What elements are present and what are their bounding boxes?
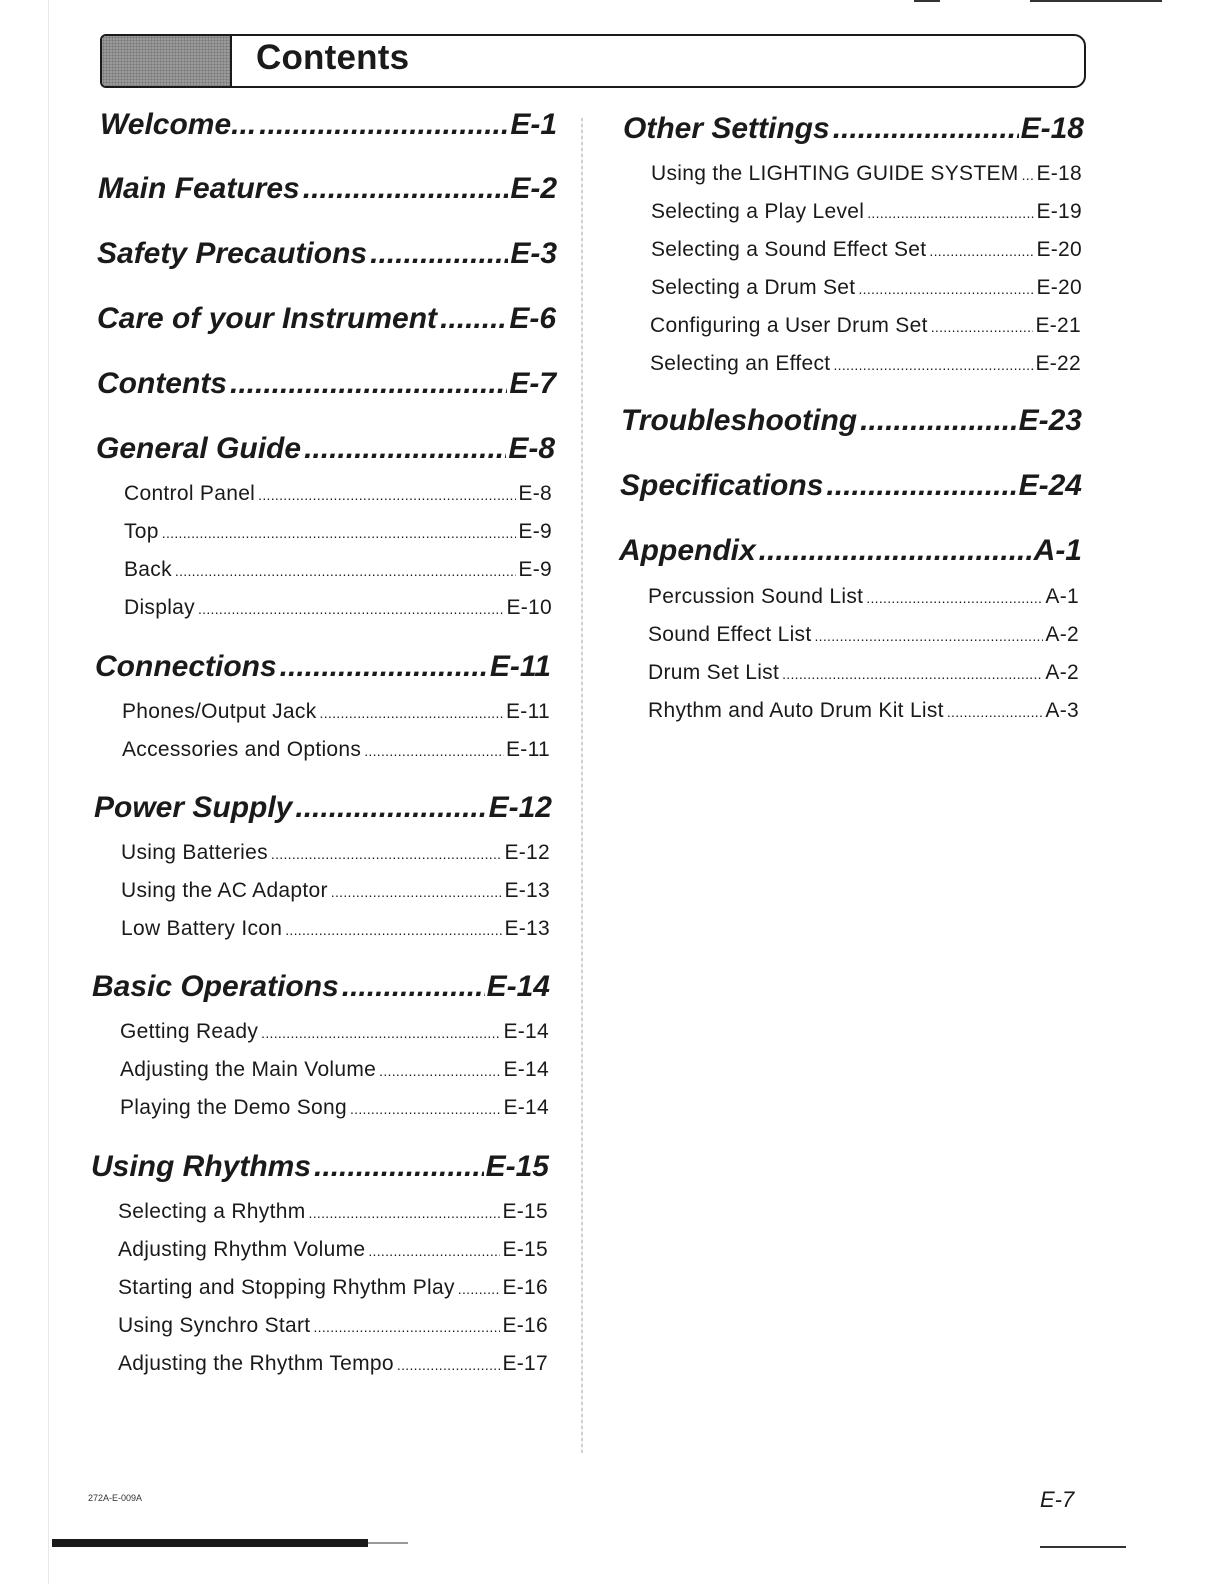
- toc-entry: [121, 841, 550, 871]
- entry-title: Phones/Output Jack: [122, 700, 317, 723]
- dot-leader: [379, 1063, 501, 1079]
- page-reference: E-15: [485, 1150, 549, 1183]
- page-reference: A-2: [1045, 623, 1079, 646]
- dot-leader: [304, 432, 506, 466]
- toc-section: [95, 650, 551, 690]
- section-title: Appendix: [619, 534, 756, 567]
- top-rule: [1030, 0, 1162, 2]
- dot-leader: [320, 705, 504, 721]
- page-reference: E-6: [509, 302, 556, 335]
- entry-title: Selecting an Effect: [650, 352, 831, 375]
- entry-title: Selecting a Sound Effect Set: [651, 238, 927, 261]
- section-title: Troubleshooting: [621, 404, 858, 437]
- page-reference: A-3: [1045, 699, 1079, 722]
- toc-section: [623, 112, 1084, 152]
- page-reference: E-14: [503, 1058, 549, 1081]
- page-reference: E-21: [1035, 314, 1081, 337]
- page-reference: E-9: [518, 558, 552, 581]
- toc-section: [619, 534, 1082, 574]
- entry-title: Getting Ready: [120, 1020, 259, 1043]
- dot-leader: [313, 1319, 500, 1335]
- page-reference: E-8: [518, 482, 552, 505]
- page-title: Contents: [256, 38, 410, 77]
- dot-leader: [860, 404, 1017, 438]
- toc-section: [94, 791, 552, 831]
- page-reference: E-20: [1036, 276, 1082, 299]
- entry-title: Adjusting Rhythm Volume: [118, 1238, 366, 1261]
- toc-entry: [648, 623, 1079, 653]
- entry-title: Rhythm and Auto Drum Kit List: [648, 699, 944, 722]
- column-divider: [581, 118, 583, 1453]
- toc-section: [97, 367, 556, 407]
- dot-leader: [368, 1243, 500, 1259]
- toc-entry: [648, 661, 1079, 691]
- dot-leader: [929, 243, 1034, 259]
- bottom-bar: [52, 1539, 368, 1547]
- section-title: Other Settings: [623, 112, 830, 145]
- toc-section: [621, 404, 1082, 444]
- page-reference: E-24: [1018, 469, 1082, 502]
- toc-entry: [651, 276, 1082, 306]
- page-reference: E-9: [518, 520, 552, 543]
- page-reference: E-15: [502, 1238, 548, 1261]
- entry-title: Low Battery Icon: [121, 917, 283, 940]
- bottom-right-rule: [1040, 1546, 1126, 1548]
- dot-leader: [342, 970, 485, 1004]
- page-reference: E-14: [486, 970, 550, 1003]
- section-title: Contents: [97, 367, 227, 400]
- page-reference: E-11: [489, 650, 551, 683]
- contents-header: [100, 34, 1086, 88]
- toc-section: [96, 432, 555, 472]
- page-reference: E-16: [502, 1314, 548, 1337]
- section-title: Using Rhythms: [91, 1150, 312, 1183]
- page-reference: E-14: [503, 1020, 549, 1043]
- toc-section: [97, 237, 557, 277]
- dot-leader: [314, 1150, 484, 1184]
- entry-title: Back: [124, 558, 172, 581]
- document-code: 272A-E-009A: [88, 1493, 143, 1503]
- toc-section: [97, 302, 556, 342]
- toc-entry: [120, 1020, 549, 1050]
- dot-leader: [331, 884, 503, 900]
- page-reference: E-1: [510, 108, 557, 141]
- entry-title: Configuring a User Drum Set: [650, 314, 928, 337]
- page-reference: E-18: [1020, 112, 1084, 145]
- dot-leader: [814, 628, 1043, 644]
- dot-leader: [350, 1101, 502, 1117]
- dot-leader: [285, 922, 502, 938]
- dot-leader: [440, 302, 507, 336]
- dot-leader: [364, 743, 504, 759]
- toc-section: [92, 970, 550, 1010]
- page-reference: E-22: [1035, 352, 1081, 375]
- dot-leader: [258, 487, 516, 503]
- page-reference: E-7: [509, 367, 556, 400]
- toc-entry: [118, 1314, 548, 1344]
- dot-leader: [1022, 167, 1035, 183]
- page-reference: E-11: [506, 700, 550, 723]
- header-tab-shading: [102, 36, 232, 86]
- section-title: Main Features: [98, 172, 300, 205]
- toc-section: [100, 108, 557, 148]
- dot-leader: [947, 704, 1044, 720]
- section-title: Connections: [95, 650, 277, 683]
- toc-entry: [648, 699, 1079, 729]
- entry-title: Using the AC Adaptor: [121, 879, 328, 902]
- dot-leader: [759, 534, 1032, 568]
- dot-leader: [826, 469, 1016, 503]
- section-title: Basic Operations: [92, 970, 339, 1003]
- page-reference: E-12: [504, 841, 550, 864]
- toc-entry: [121, 917, 550, 947]
- toc-entry: [118, 1276, 548, 1306]
- dot-leader: [782, 666, 1043, 682]
- toc-entry: [651, 162, 1082, 192]
- toc-section: [620, 469, 1082, 509]
- toc-entry: [118, 1238, 548, 1268]
- page-reference: E-8: [508, 432, 555, 465]
- entry-title: Drum Set List: [648, 661, 780, 684]
- toc-entry: [651, 238, 1082, 268]
- section-title: Care of your Instrument: [97, 302, 438, 335]
- entry-title: Percussion Sound List: [648, 585, 864, 608]
- page-reference: E-12: [488, 791, 552, 824]
- toc-section: [98, 172, 557, 212]
- toc-entry: [650, 314, 1081, 344]
- page-reference: E-11: [506, 738, 550, 761]
- page-reference: A-1: [1033, 534, 1082, 567]
- page-reference: E-18: [1036, 162, 1082, 185]
- entry-title: Accessories and Options: [122, 738, 362, 761]
- entry-title: Using Batteries: [121, 841, 268, 864]
- page-reference: E-13: [504, 917, 550, 940]
- entry-title: Top: [124, 520, 159, 543]
- dot-leader: [295, 791, 486, 825]
- page-reference: A-1: [1045, 585, 1079, 608]
- dot-leader: [397, 1357, 501, 1373]
- dot-leader: [309, 1205, 501, 1221]
- dot-leader: [259, 108, 508, 142]
- section-title: Safety Precautions: [97, 237, 368, 270]
- entry-title: Adjusting the Rhythm Tempo: [118, 1352, 394, 1375]
- page-reference: E-17: [502, 1352, 548, 1375]
- page-reference: E-15: [502, 1200, 548, 1223]
- section-title: General Guide: [96, 432, 302, 465]
- page-number: E-7: [1040, 1487, 1075, 1512]
- dot-leader: [303, 172, 509, 206]
- entry-title: Sound Effect List: [648, 623, 812, 646]
- toc-entry: [650, 352, 1081, 382]
- page-reference: E-19: [1036, 200, 1082, 223]
- toc-entry: [120, 1096, 549, 1126]
- section-title: Power Supply: [94, 791, 293, 824]
- toc-entry: [118, 1200, 548, 1230]
- dot-leader: [280, 650, 488, 684]
- toc-entry: [124, 558, 552, 588]
- entry-title: Playing the Demo Song: [120, 1096, 347, 1119]
- page-reference: E-23: [1018, 404, 1082, 437]
- dot-leader: [931, 319, 1034, 335]
- toc-entry: [648, 585, 1079, 615]
- toc-entry: [651, 200, 1082, 230]
- dot-leader: [162, 525, 517, 541]
- dot-leader: [198, 601, 504, 617]
- section-title: Welcome...: [100, 108, 257, 141]
- page-reference: A-2: [1045, 661, 1079, 684]
- toc-entry: [120, 1058, 549, 1088]
- entry-title: Control Panel: [124, 482, 256, 505]
- top-rule-short: [914, 0, 940, 2]
- dot-leader: [858, 281, 1034, 297]
- dot-leader: [261, 1025, 501, 1041]
- page-reference: E-20: [1036, 238, 1082, 261]
- entry-title: Selecting a Rhythm: [118, 1200, 306, 1223]
- dot-leader: [833, 112, 1019, 146]
- page-reference: E-13: [504, 879, 550, 902]
- toc-entry: [124, 482, 552, 512]
- toc-entry: [122, 700, 550, 730]
- toc-entry: [122, 738, 550, 768]
- dot-leader: [458, 1281, 501, 1297]
- dot-leader: [230, 367, 507, 401]
- dot-leader: [271, 846, 503, 862]
- page-reference: E-2: [510, 172, 557, 205]
- entry-title: Adjusting the Main Volume: [120, 1058, 377, 1081]
- margin-line: [48, 0, 49, 1584]
- toc-entry: [124, 520, 552, 550]
- page-reference: E-14: [503, 1096, 549, 1119]
- dot-leader: [370, 237, 508, 271]
- entry-title: Using Synchro Start: [118, 1314, 311, 1337]
- dot-leader: [867, 205, 1034, 221]
- dot-leader: [866, 590, 1043, 606]
- section-title: Specifications: [620, 469, 824, 502]
- page-reference: E-16: [502, 1276, 548, 1299]
- bottom-bar-tail: [368, 1542, 408, 1544]
- entry-title: Selecting a Play Level: [651, 200, 865, 223]
- dot-leader: [833, 357, 1033, 373]
- entry-title: Starting and Stopping Rhythm Play: [118, 1276, 455, 1299]
- toc-entry: [118, 1352, 548, 1382]
- dot-leader: [175, 563, 517, 579]
- page-reference: E-10: [506, 596, 552, 619]
- entry-title: Using the LIGHTING GUIDE SYSTEM: [651, 162, 1019, 185]
- toc-entry: [121, 879, 550, 909]
- toc-entry: [124, 596, 552, 626]
- entry-title: Display: [124, 596, 195, 619]
- page-reference: E-3: [510, 237, 557, 270]
- toc-section: [91, 1150, 549, 1190]
- entry-title: Selecting a Drum Set: [651, 276, 856, 299]
